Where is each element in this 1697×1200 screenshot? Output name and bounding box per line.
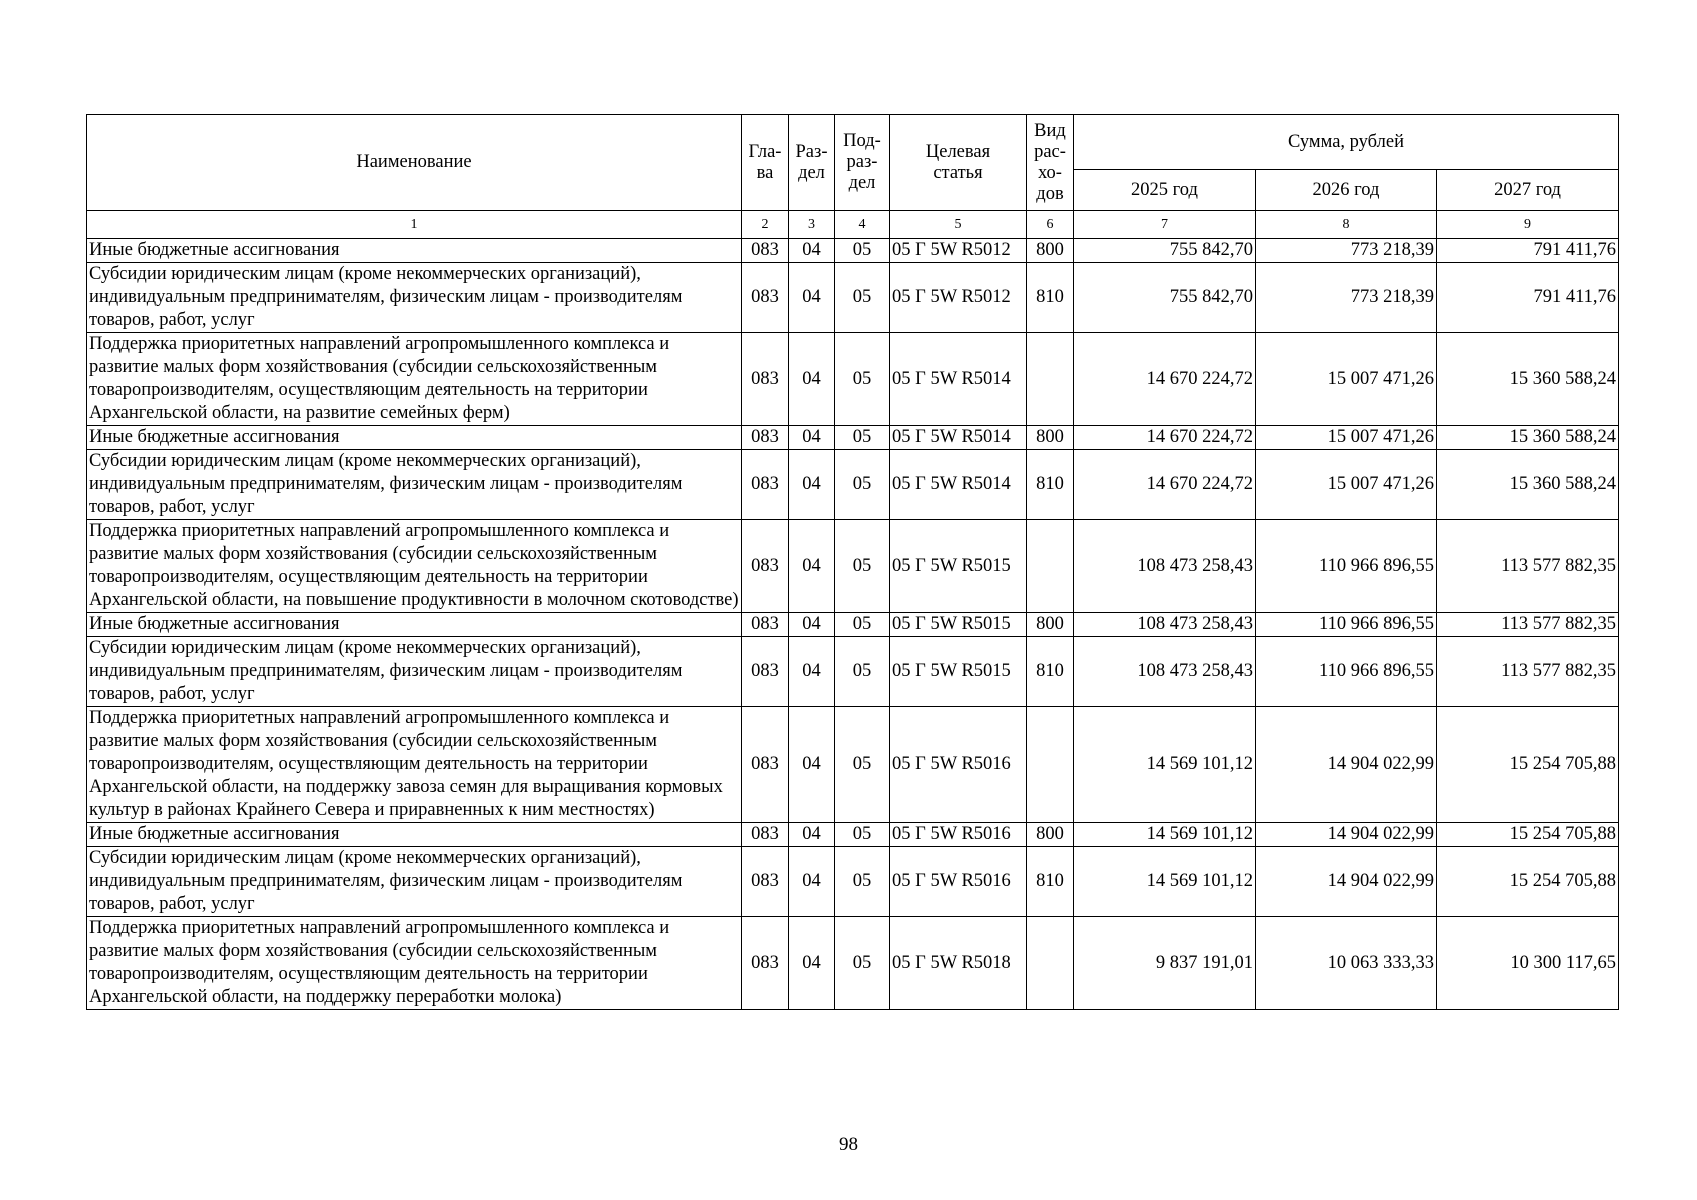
cell-vid: 810 xyxy=(1027,450,1074,520)
cell-glava: 083 xyxy=(742,823,789,847)
cell-vid: 810 xyxy=(1027,847,1074,917)
table-row xyxy=(87,613,1619,637)
cell-glava: 083 xyxy=(742,637,789,707)
cell-sum-2025: 755 842,70 xyxy=(1074,239,1256,263)
cell-vid xyxy=(1027,917,1074,1010)
header-name xyxy=(87,115,742,211)
cell-vid: 800 xyxy=(1027,823,1074,847)
cell-target: 05 Г 5W R5012 xyxy=(890,263,1027,333)
cell-target: 05 Г 5W R5012 xyxy=(890,239,1027,263)
cell-vid xyxy=(1027,520,1074,613)
column-number: 5 xyxy=(890,211,1027,239)
header-vid xyxy=(1027,115,1074,211)
cell-name: Иные бюджетные ассигнования xyxy=(87,613,742,637)
cell-name: Иные бюджетные ассигнования xyxy=(87,426,742,450)
cell-podrazdel: 05 xyxy=(835,917,890,1010)
cell-sum-2027: 791 411,76 xyxy=(1437,239,1619,263)
cell-glava: 083 xyxy=(742,450,789,520)
cell-target: 05 Г 5W R5018 xyxy=(890,917,1027,1010)
cell-podrazdel: 05 xyxy=(835,520,890,613)
table-row xyxy=(87,263,1619,333)
cell-podrazdel: 05 xyxy=(835,263,890,333)
cell-sum-2025: 108 473 258,43 xyxy=(1074,613,1256,637)
table-row xyxy=(87,239,1619,263)
header-sum-text: Сумма, рублей xyxy=(1288,131,1404,152)
header-podrazdel-text: Под- раз- дел xyxy=(843,131,881,193)
table-row xyxy=(87,847,1619,917)
cell-sum-2026: 110 966 896,55 xyxy=(1256,520,1437,613)
cell-podrazdel: 05 xyxy=(835,613,890,637)
cell-podrazdel: 05 xyxy=(835,707,890,823)
cell-sum-2026: 15 007 471,26 xyxy=(1256,333,1437,426)
table-row xyxy=(87,823,1619,847)
cell-sum-2026: 110 966 896,55 xyxy=(1256,613,1437,637)
cell-sum-2025: 108 473 258,43 xyxy=(1074,520,1256,613)
cell-sum-2026: 773 218,39 xyxy=(1256,239,1437,263)
cell-razdel: 04 xyxy=(789,917,835,1010)
cell-razdel: 04 xyxy=(789,333,835,426)
cell-razdel: 04 xyxy=(789,707,835,823)
cell-sum-2025: 755 842,70 xyxy=(1074,263,1256,333)
header-vid-text: Вид рас- хо- дов xyxy=(1034,120,1066,204)
cell-podrazdel: 05 xyxy=(835,823,890,847)
cell-target: 05 Г 5W R5016 xyxy=(890,707,1027,823)
cell-vid: 800 xyxy=(1027,426,1074,450)
table-row xyxy=(87,917,1619,1010)
cell-podrazdel: 05 xyxy=(835,637,890,707)
header-razdel-text: Раз- дел xyxy=(795,141,828,183)
cell-sum-2027: 15 360 588,24 xyxy=(1437,450,1619,520)
page-number: 98 xyxy=(839,1134,858,1155)
cell-sum-2025: 108 473 258,43 xyxy=(1074,637,1256,707)
cell-name: Субсидии юридическим лицам (кроме некоммерческих организаций), индивидуальным предпринимателям, физическим лицам - производителям товаров, работ, услуг xyxy=(87,263,742,333)
header-target-text: Целевая статья xyxy=(925,141,991,183)
budget-table xyxy=(86,114,1619,1010)
cell-target: 05 Г 5W R5015 xyxy=(890,520,1027,613)
cell-name: Иные бюджетные ассигнования xyxy=(87,823,742,847)
cell-sum-2027: 15 360 588,24 xyxy=(1437,333,1619,426)
cell-name: Поддержка приоритетных направлений агропромышленного комплекса и развитие малых форм хозяйствования (субсидии сельскохозяйственным товаропроизводителям, осуществляющим деятельность на территории Архангельской области, на развитие семейных ферм) xyxy=(87,333,742,426)
header-razdel xyxy=(789,115,835,211)
cell-razdel: 04 xyxy=(789,239,835,263)
cell-sum-2026: 14 904 022,99 xyxy=(1256,847,1437,917)
cell-vid: 810 xyxy=(1027,263,1074,333)
cell-sum-2027: 10 300 117,65 xyxy=(1437,917,1619,1010)
cell-razdel: 04 xyxy=(789,847,835,917)
cell-sum-2026: 110 966 896,55 xyxy=(1256,637,1437,707)
column-number: 6 xyxy=(1027,211,1074,239)
column-number: 9 xyxy=(1437,211,1619,239)
table-row xyxy=(87,707,1619,823)
cell-target: 05 Г 5W R5016 xyxy=(890,823,1027,847)
header-sum xyxy=(1074,115,1619,170)
cell-sum-2025: 9 837 191,01 xyxy=(1074,917,1256,1010)
header-year-2025: 2025 год xyxy=(1074,170,1256,211)
header-glava-text: Гла- ва xyxy=(748,141,782,183)
cell-vid: 810 xyxy=(1027,637,1074,707)
cell-vid xyxy=(1027,707,1074,823)
header-target xyxy=(890,115,1027,211)
column-number-row xyxy=(87,211,1619,239)
cell-glava: 083 xyxy=(742,426,789,450)
cell-sum-2025: 14 670 224,72 xyxy=(1074,450,1256,520)
cell-sum-2027: 15 254 705,88 xyxy=(1437,823,1619,847)
table-header xyxy=(87,115,1619,211)
cell-sum-2025: 14 569 101,12 xyxy=(1074,823,1256,847)
cell-razdel: 04 xyxy=(789,613,835,637)
cell-sum-2026: 15 007 471,26 xyxy=(1256,450,1437,520)
column-number: 4 xyxy=(835,211,890,239)
cell-podrazdel: 05 xyxy=(835,450,890,520)
cell-sum-2027: 15 254 705,88 xyxy=(1437,707,1619,823)
cell-target: 05 Г 5W R5014 xyxy=(890,333,1027,426)
header-year-2026: 2026 год xyxy=(1256,170,1437,211)
cell-target: 05 Г 5W R5016 xyxy=(890,847,1027,917)
cell-glava: 083 xyxy=(742,239,789,263)
header-year-2027: 2027 год xyxy=(1437,170,1619,211)
cell-glava: 083 xyxy=(742,520,789,613)
cell-glava: 083 xyxy=(742,847,789,917)
cell-vid xyxy=(1027,333,1074,426)
cell-name: Субсидии юридическим лицам (кроме некоммерческих организаций), индивидуальным предпринимателям, физическим лицам - производителям товаров, работ, услуг xyxy=(87,847,742,917)
cell-podrazdel: 05 xyxy=(835,239,890,263)
cell-glava: 083 xyxy=(742,917,789,1010)
cell-sum-2026: 14 904 022,99 xyxy=(1256,823,1437,847)
cell-sum-2025: 14 670 224,72 xyxy=(1074,333,1256,426)
cell-name: Поддержка приоритетных направлений агропромышленного комплекса и развитие малых форм хозяйствования (субсидии сельскохозяйственным товаропроизводителям, осуществляющим деятельность на территории Архангельской области, на поддержку переработки молока) xyxy=(87,917,742,1010)
table-row xyxy=(87,333,1619,426)
table-row xyxy=(87,637,1619,707)
cell-podrazdel: 05 xyxy=(835,426,890,450)
cell-sum-2025: 14 670 224,72 xyxy=(1074,426,1256,450)
cell-target: 05 Г 5W R5015 xyxy=(890,637,1027,707)
cell-glava: 083 xyxy=(742,707,789,823)
cell-sum-2027: 791 411,76 xyxy=(1437,263,1619,333)
cell-razdel: 04 xyxy=(789,520,835,613)
cell-sum-2027: 113 577 882,35 xyxy=(1437,520,1619,613)
cell-razdel: 04 xyxy=(789,263,835,333)
column-number: 1 xyxy=(87,211,742,239)
cell-sum-2026: 14 904 022,99 xyxy=(1256,707,1437,823)
header-row-top xyxy=(87,115,1619,170)
column-number: 8 xyxy=(1256,211,1437,239)
table-row xyxy=(87,520,1619,613)
cell-name: Поддержка приоритетных направлений агропромышленного комплекса и развитие малых форм хозяйствования (субсидии сельскохозяйственным товаропроизводителям, осуществляющим деятельность на территории Архангельской области, на повышение продуктивности в молочном скотоводстве) xyxy=(87,520,742,613)
cell-sum-2025: 14 569 101,12 xyxy=(1074,707,1256,823)
cell-glava: 083 xyxy=(742,263,789,333)
cell-target: 05 Г 5W R5014 xyxy=(890,426,1027,450)
cell-sum-2027: 113 577 882,35 xyxy=(1437,637,1619,707)
cell-podrazdel: 05 xyxy=(835,847,890,917)
cell-glava: 083 xyxy=(742,613,789,637)
cell-sum-2026: 773 218,39 xyxy=(1256,263,1437,333)
cell-sum-2026: 15 007 471,26 xyxy=(1256,426,1437,450)
cell-target: 05 Г 5W R5015 xyxy=(890,613,1027,637)
header-glava xyxy=(742,115,789,211)
cell-razdel: 04 xyxy=(789,426,835,450)
cell-name: Субсидии юридическим лицам (кроме некоммерческих организаций), индивидуальным предпринимателям, физическим лицам - производителям товаров, работ, услуг xyxy=(87,637,742,707)
table-row xyxy=(87,450,1619,520)
cell-sum-2027: 15 254 705,88 xyxy=(1437,847,1619,917)
column-number: 2 xyxy=(742,211,789,239)
cell-vid: 800 xyxy=(1027,613,1074,637)
cell-name: Субсидии юридическим лицам (кроме некоммерческих организаций), индивидуальным предпринимателям, физическим лицам - производителям товаров, работ, услуг xyxy=(87,450,742,520)
column-number: 7 xyxy=(1074,211,1256,239)
cell-razdel: 04 xyxy=(789,637,835,707)
table-body xyxy=(87,211,1619,1010)
cell-name: Поддержка приоритетных направлений агропромышленного комплекса и развитие малых форм хозяйствования (субсидии сельскохозяйственным товаропроизводителям, осуществляющим деятельность на территории Архангельской области, на поддержку завоза семян для выращивания кормовых культур в районах Крайнего Севера и приравненных к ним местностях) xyxy=(87,707,742,823)
column-number: 3 xyxy=(789,211,835,239)
cell-sum-2025: 14 569 101,12 xyxy=(1074,847,1256,917)
cell-name: Иные бюджетные ассигнования xyxy=(87,239,742,263)
cell-podrazdel: 05 xyxy=(835,333,890,426)
table-row xyxy=(87,426,1619,450)
cell-glava: 083 xyxy=(742,333,789,426)
header-name-text: Наименование xyxy=(356,152,472,172)
cell-sum-2026: 10 063 333,33 xyxy=(1256,917,1437,1010)
cell-vid: 800 xyxy=(1027,239,1074,263)
cell-sum-2027: 15 360 588,24 xyxy=(1437,426,1619,450)
header-podrazdel xyxy=(835,115,890,211)
cell-razdel: 04 xyxy=(789,450,835,520)
cell-razdel: 04 xyxy=(789,823,835,847)
cell-sum-2027: 113 577 882,35 xyxy=(1437,613,1619,637)
cell-target: 05 Г 5W R5014 xyxy=(890,450,1027,520)
